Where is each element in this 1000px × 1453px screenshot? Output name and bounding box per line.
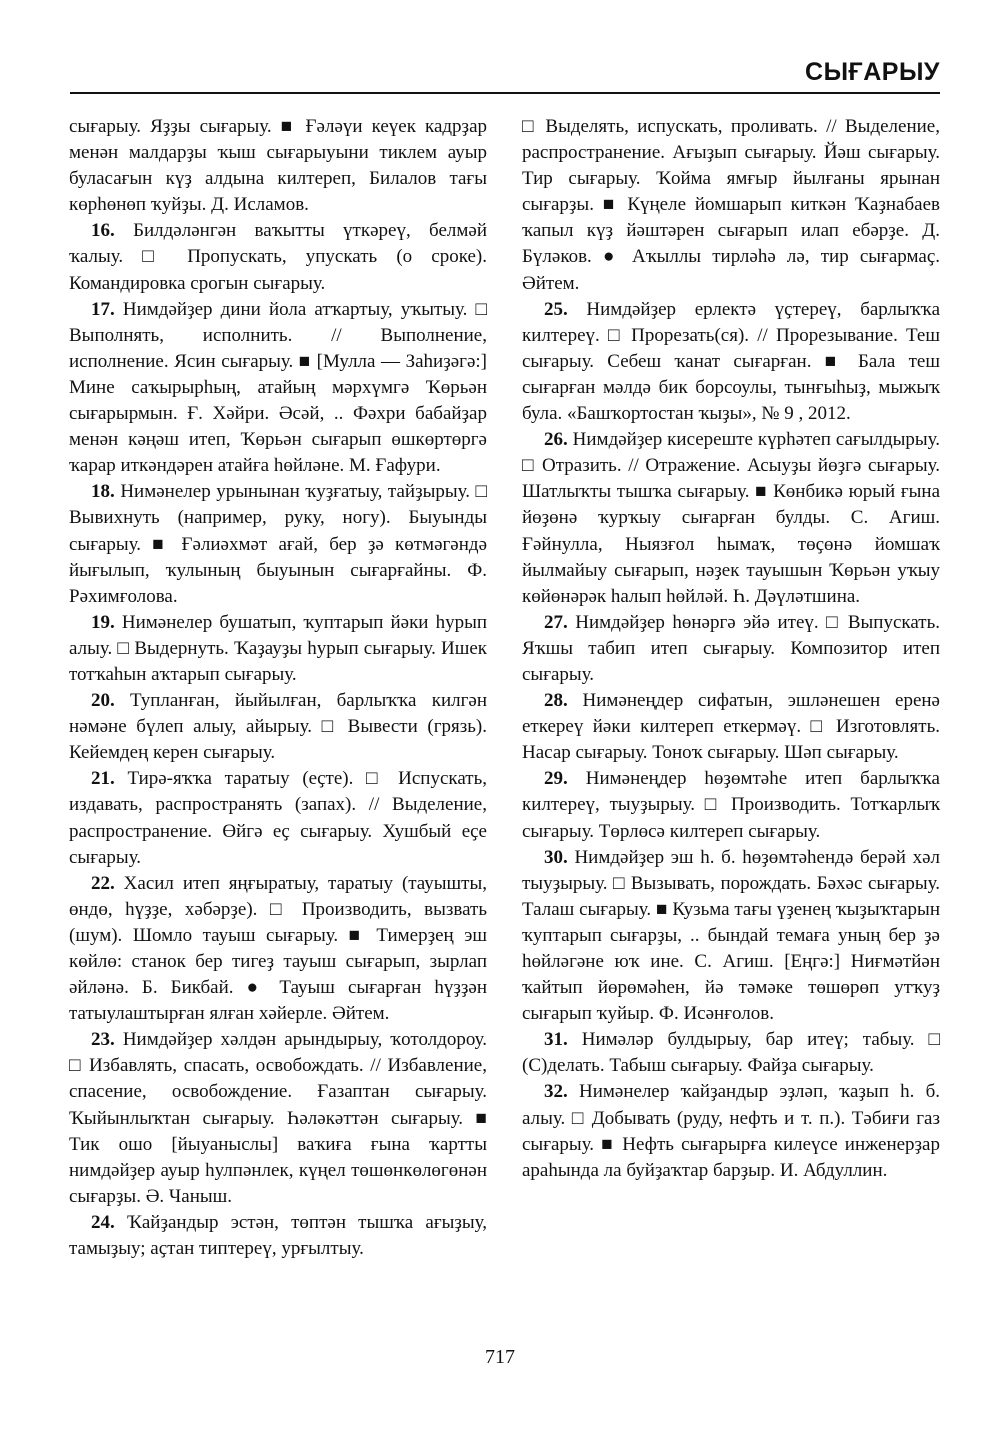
dictionary-entry	[522, 114, 940, 297]
dictionary-entry	[522, 1079, 940, 1183]
dictionary-entry	[69, 1027, 487, 1210]
entry-text: Нимдәйҙер ерлектә үҫтереү, барлыҡҡа килтереү. □ Прорезать(ся). // Прорезывание. Теш сығарыу. Себеш ҡанат сығарған. ■ Бала теш сығарған мәлдә бик борсоулы, тынғыһыҙ, мыжыҡ була. «Башҡортостан ҡыҙы», № 9 , 2012.	[522, 298, 941, 425]
dictionary-entry	[69, 114, 487, 218]
dictionary-entry	[522, 297, 940, 427]
right-column	[522, 114, 940, 1184]
dictionary-entry	[69, 479, 487, 609]
sense-number: 22.	[91, 872, 115, 894]
sense-number: 30.	[544, 846, 568, 868]
entry-text: Тупланған, йыйылған, барлыҡҡа килгән нәмәне бүлеп алыу, айырыу. □ Вывести (грязь). Кейемдең керен сығарыу.	[69, 690, 487, 764]
dictionary-entry	[69, 766, 487, 870]
entry-text: Нимәнелер бушатып, ҡуптарып йәки һурып алыу. □ Выдернуть. Ҡаҙауҙы һурып сығарыу. Ишек тотҡаһын аҡтарып сығарыу.	[69, 611, 488, 685]
dictionary-entry	[522, 845, 940, 1028]
entry-text: Нимдәйҙер хәлдән арындырыу, ҡотолдороу. □ Избавлять, спасать, освобождать. // Избавление, спасение, освобождение. Ғазаптан сығарыу. Ҡыйынлыҡтан сығарыу. Һәләкәттән сығарыу. ■ Тик ошо [йыуаныслы] ваҡиға ғына ҡартты нимдәйҙер ауыр һулпәнлек, күңел төшөнкөлөгөнән сығарҙы. Ә. Чаныш.	[69, 1029, 487, 1207]
left-column	[69, 114, 487, 1262]
dictionary-entry	[522, 688, 940, 766]
dictionary-entry	[69, 218, 487, 296]
entry-text: Нимдәйҙер эш һ. б. һөҙөмтәһендә берәй хәл тыуҙырыу. □ Вызывать, порождать. Бәхәс сығарыу. Талаш сығарыу. ■ Кузьма тағы үҙенең ҡыҙыҡтарын ҡуптарып сығарҙы, .. бындай темаға уның бер ҙә һөйләгәне юҡ ине. С. Агиш. [Еңгә:] Ниғмәтйән ҡайтып йөрөмәһен, йә тәмәке төшөрөп утҡуҙ сығарып ҡуйыр. Ф. Исәнғолов.	[522, 846, 941, 1025]
sense-number: 25.	[544, 298, 568, 320]
entry-text: Нимәнеңдер һөҙөмтәһе итеп барлыҡҡа килтереү, тыуҙырыу. □ Производить. Тотҡарлыҡ сығарыу. Төрлөсә килтереп сығарыу.	[522, 768, 940, 842]
entry-text: □ Выделять, испускать, проливать. // Выделение, распространение. Ағыҙып сығарыу. Йәш сығарыу. Тир сығарыу. Ҡойма ямғыр йылғаны ярынан сығарҙы. ■ Күңеле йомшарып киткән Ҡаҙнабаев ҡапыл күҙ йәштәрен сығарып илап ебәрҙе. Д. Бүләков. ● Аҡыллы тирләһә лә, тир сығармаҫ. Әйтем.	[522, 116, 940, 294]
dictionary-entry	[69, 1210, 487, 1262]
sense-number: 26.	[544, 429, 568, 451]
running-header	[70, 56, 940, 94]
dictionary-entry	[69, 688, 487, 766]
sense-number: 20.	[91, 690, 115, 712]
sense-number: 24.	[91, 1211, 115, 1233]
entry-text: сығарыу. Яҙҙы сығарыу. ■ Ғәләүи кеүек кадрҙар менән малдарҙы ҡыш сығарыуыни тиклем ауыр буласағын күҙ алдына килтереп, Билалов тағы көрһөнөп ҡуйҙы. Д. Исламов.	[69, 116, 487, 216]
entry-text: Нимәнелер ҡайҙандыр эҙләп, ҡаҙып һ. б. алыу. □ Добывать (руду, нефть и т. п.). Тәбиғи газ сығарыу. ■ Нефть сығарырға килеүсе инженерҙар араһында ла буйҙаҡтар барҙыр. И. Абдуллин.	[522, 1081, 941, 1181]
dictionary-entry	[522, 610, 940, 688]
page-number: 717	[485, 1346, 515, 1368]
entry-text: Хасил итеп яңғыратыу, таратыу (тауышты, өндө, һүҙҙе, хәбәрҙе). □ Производить, вызвать (шум). Шомло тауыш сығарыу. ■ Тимерҙең эш көйлө: станок бер тигеҙ тауыш сығарып, зырлап әйләнә. Б. Бикбай. ● Тауыш сығарған һүҙҙән татыулаштырған ялған хәйерле. Әйтем.	[69, 872, 487, 1025]
entry-text: Билдәләнгән ваҡытты үткәреү, белмәй ҡалыу. □ Пропускать, упускать (о сроке). Командировка срогын сығарыу.	[69, 220, 487, 294]
dictionary-entry	[69, 610, 487, 688]
sense-number: 32.	[544, 1081, 568, 1103]
sense-number: 31.	[544, 1029, 568, 1051]
entry-text: Нимәнеңдер сифатын, эшләнешен еренә еткереү йәки килтереп еткермәү. □ Изготовлять. Насар сығарыу. Тоноҡ сығарыу. Шәп сығарыу.	[522, 690, 940, 764]
entry-text: Тирә-яҡҡа таратыу (еҫте). □ Испускать, издавать, распространять (запах). // Выделение, распространение. Өйгә еҫ сығарыу. Хушбый еҫе сығарыу.	[69, 768, 488, 868]
entry-text: Нимдәйҙер дини йола атҡартыу, уҡытыу. □ Выполнять, исполнить. // Выполнение, исполнение. Ясин сығарыу. ■ [Мулла — Заһиҙәгә:] Мине саҡырырһың, атайың мәрхүмгә Ҡөрьән сығарырмын. Ғ. Хәйри. Әсәй, .. Фәхри бабайҙар менән кәңәш итеп, Ҡөрьән сығарып өшкөртөргә ҡарар иткәндәрен атайға һөйләне. М. Ғафури.	[69, 298, 487, 477]
entry-text: Нимдәйҙер һөнәргә эйә итеү. □ Выпускать. Яҡшы табип итеп сығарыу. Композитор итеп сығарыу.	[522, 611, 941, 685]
dictionary-entry	[522, 427, 940, 610]
entry-text: Нимәләр булдырыу, бар итеү; табыу. □ (С)делать. Табыш сығарыу. Файҙа сығарыу.	[522, 1029, 941, 1077]
dictionary-entry	[522, 766, 940, 844]
sense-number: 17.	[91, 298, 115, 320]
sense-number: 19.	[91, 611, 115, 633]
sense-number: 23.	[91, 1029, 115, 1051]
sense-number: 16.	[91, 220, 115, 242]
sense-number: 21.	[91, 768, 115, 790]
sense-number: 28.	[544, 690, 568, 712]
sense-number: 27.	[544, 611, 568, 633]
entry-text: Нимдәйҙер кисереште күрһәтеп сағылдырыу. □ Отразить. // Отражение. Асыуҙы йөҙгә сығарыу. Шатлыҡты тышҡа сығарыу. ■ Көнбикә юрый ғына йөҙөнә ҡурҡыу сығарған булды. С. Агиш. Ғәйнулла, Ныязғол һымаҡ, төҫөнә йомшаҡ йылмайыу сығарып, нәҙек тауышын Ҡөрьән уҡыу көйөнәрәк һалып һөйләй. Һ. Дәүләтшина.	[522, 429, 941, 607]
entry-text: Нимәнелер урынынан ҡуҙғатыу, тайҙырыу. □ Вывихнуть (например, руку, ногу). Быуынды сығарыу. ■ Ғәлиәхмәт ағай, бер ҙә көтмәгәндә йығылып, ҡулының быуынын сығарғайны. Ф. Рәхимғолова.	[69, 481, 488, 607]
entry-text: Ҡайҙандыр эстән, төптән тышҡа ағыҙыу, тамыҙыу; аҫтан типтереү, урғылтыу.	[69, 1211, 487, 1260]
dictionary-entry	[69, 871, 487, 1028]
running-title: СЫҒАРЫУ	[805, 58, 940, 86]
dictionary-entry	[522, 1027, 940, 1079]
sense-number: 18.	[91, 481, 115, 503]
sense-number: 29.	[544, 768, 568, 790]
dictionary-entry	[69, 297, 487, 480]
